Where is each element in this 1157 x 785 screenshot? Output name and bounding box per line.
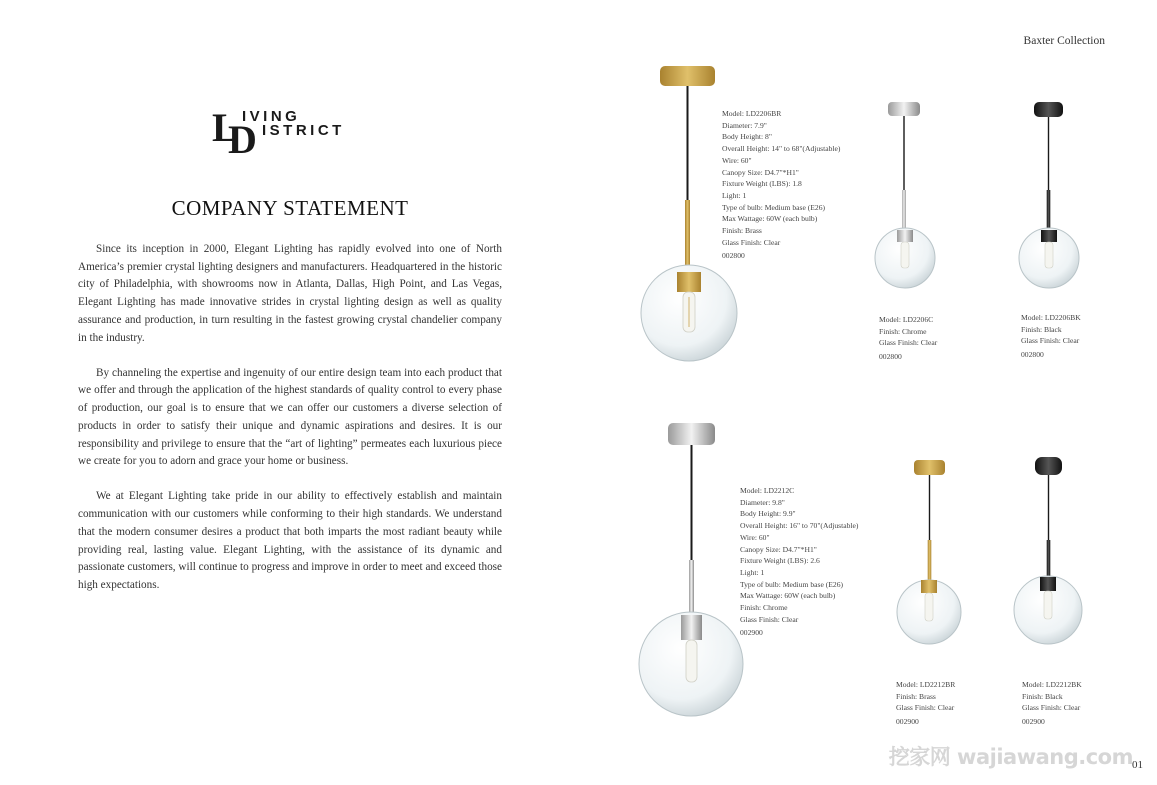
spec-line: Diameter: 7.9" [722, 120, 767, 130]
spec-line: Max Wattage: 60W (each bulb) [722, 214, 818, 224]
lamp-ld2212br [897, 460, 961, 644]
spec-code: 002800 [879, 352, 902, 362]
spec-line: Body Height: 8" [722, 132, 772, 142]
spec-line: Wire: 60" [722, 155, 752, 165]
spec-line: Fixture Weight (LBS): 2.6 [740, 556, 820, 566]
spec-line: Model: LD2212BR [896, 680, 956, 689]
spec-line: Type of bulb: Medium base (E26) [722, 202, 826, 212]
spec-line: Glass Finish: Clear [740, 614, 799, 624]
spec-line: Glass Finish: Clear [1021, 336, 1080, 346]
lamp-ld2212bk [1014, 457, 1082, 644]
spec-line: Model: LD2206BK [1021, 313, 1081, 322]
collection-title: Baxter Collection [1023, 35, 1105, 47]
spec-line: Max Wattage: 60W (each bulb) [740, 591, 836, 601]
statement-paragraph-1: Since its inception in 2000, Elegant Lighting has rapidly evolved into one of North America’s premier crystal lighting designers and manufacturers. Headquartered in the historic city of Philadelphia, with showrooms now in Atlanta, Dallas, High Point, and Las Vegas, Elegant Lighting has made innovative strides in crystal lighting design as well as quality assurance and production, in turn resulting in the fastest growing crystal chandelier company in the industry. [78, 243, 502, 344]
spec-line: Model: LD2212BK [1022, 680, 1082, 689]
spec-line: Glass Finish: Clear [722, 237, 781, 247]
spec-line: Model: LD2206BR [722, 109, 782, 118]
site-watermark: 挖家网 wajiawang.com [888, 745, 1133, 769]
statement-paragraph-2: By channeling the expertise and ingenuity of our entire design team into each product that we offer and through the application of the highest standards of quality control to every phase of production, our goal is to ensure that we can offer our customers a diverse selection of products in order to satisfy their unique and dynamic aspirations and desires. It is our responsibility and privilege to ensure that the “art of lighting” permeates each luxurious piece we create for you to adorn and grace your home or business. [78, 366, 502, 468]
logo-word-living: IVING [242, 108, 301, 125]
spec-code: 002800 [722, 251, 745, 261]
spec-line: Body Height: 9.9" [740, 509, 796, 519]
spec-ld2206bk [1021, 312, 1081, 361]
spec-line: Finish: Brass [722, 226, 762, 236]
logo-letter-l: L [212, 105, 239, 150]
spec-code: 002900 [1022, 717, 1045, 727]
spec-line: Canopy Size: D4.7"*H1" [722, 167, 799, 177]
spec-line: Finish: Black [1022, 691, 1063, 701]
spec-line: Wire: 60" [740, 532, 770, 542]
spec-ld2212c [740, 485, 858, 639]
spec-line: Diameter: 9.8" [740, 497, 785, 507]
spec-line: Light: 1 [740, 567, 765, 577]
spec-code: 002800 [1021, 350, 1044, 360]
spec-line: Glass Finish: Clear [879, 338, 938, 348]
spec-line: Finish: Chrome [879, 326, 927, 336]
spec-line: Model: LD2206C [879, 315, 934, 324]
spec-line: Fixture Weight (LBS): 1.8 [722, 179, 802, 189]
spec-line: Finish: Chrome [740, 603, 788, 613]
logo-word-district: ISTRICT [262, 122, 345, 139]
spec-line: Finish: Black [1021, 324, 1062, 334]
spec-line: Light: 1 [722, 190, 747, 200]
spec-code: 002900 [740, 628, 763, 638]
spec-line: Canopy Size: D4.7"*H1" [740, 544, 817, 554]
spec-ld2206br [722, 108, 840, 262]
spec-code: 002900 [896, 717, 919, 727]
lamp-ld2206bk [1019, 102, 1079, 288]
spec-line: Overall Height: 16" to 70"(Adjustable) [740, 521, 859, 531]
spec-line: Type of bulb: Medium base (E26) [740, 579, 844, 589]
lamp-ld2206c [875, 102, 935, 288]
page-number: 01 [1132, 759, 1143, 771]
spec-ld2206c [879, 314, 937, 363]
spec-line: Overall Height: 14" to 68"(Adjustable) [722, 144, 841, 154]
spec-line: Glass Finish: Clear [1022, 703, 1081, 713]
spec-ld2212bk [1022, 679, 1082, 728]
spec-line: Finish: Brass [896, 691, 936, 701]
spec-line: Model: LD2212C [740, 486, 795, 495]
statement-paragraph-3: We at Elegant Lighting take pride in our ability to effectively establish and maintain communication with our customers while conforming to their high standards. We understand that the modern consumer desires a product that both imparts the most radiant beauty while providing real, lasting value. Elegant Lighting, with the assistance of its dynamic and passionate customers, will continue to progress and improve in order to meet and exceed those high expectations. [78, 490, 502, 591]
lamp-ld2212c [639, 423, 743, 716]
spec-ld2212br [896, 679, 955, 728]
logo-letter-d: D [228, 117, 257, 162]
company-statement-title: COMPANY STATEMENT [171, 196, 409, 220]
spec-line: Glass Finish: Clear [896, 703, 955, 713]
